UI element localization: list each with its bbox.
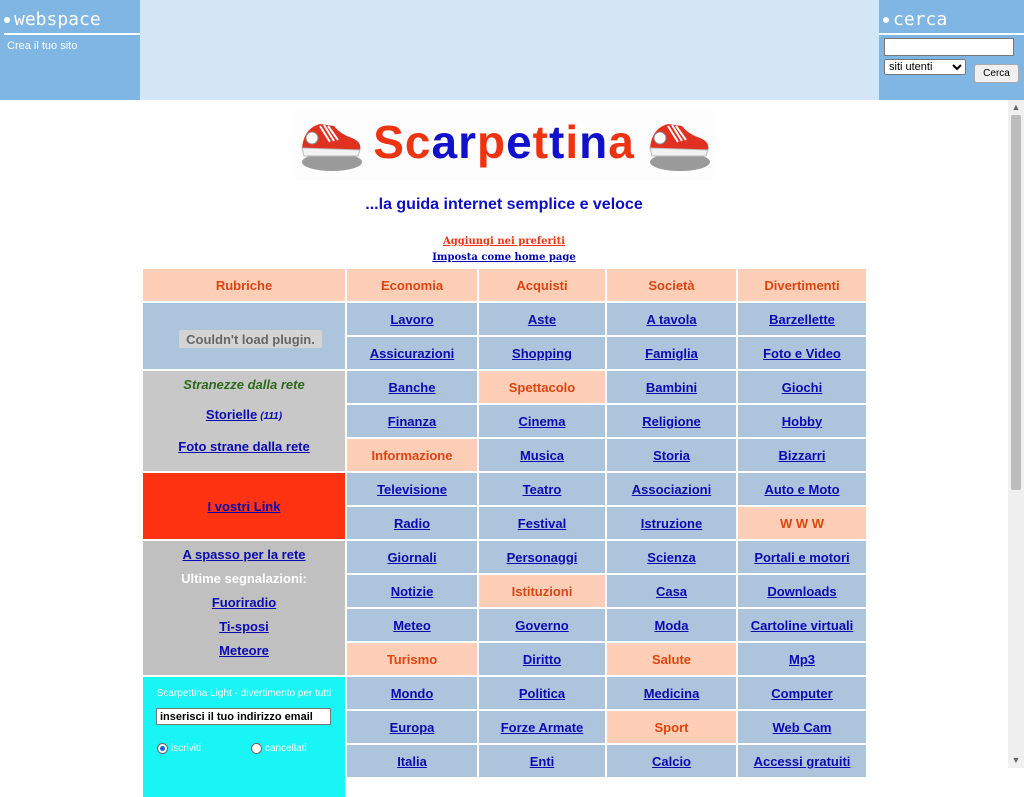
category-link[interactable]: Giornali [347, 541, 477, 573]
logo-letter: t [532, 116, 549, 168]
category-link[interactable]: Computer [738, 677, 866, 709]
category-link[interactable]: Hobby [738, 405, 866, 437]
category-link[interactable]: Assicurazioni [347, 337, 477, 369]
radio-selected-icon[interactable] [157, 743, 168, 754]
category-link[interactable]: Shopping [479, 337, 605, 369]
category-link[interactable]: A tavola [607, 303, 736, 335]
email-field[interactable] [156, 708, 331, 725]
search-input[interactable] [884, 38, 1014, 56]
scroll-thumb[interactable] [1011, 115, 1021, 490]
logo-letter: S [373, 116, 405, 168]
create-site-link[interactable]: Crea il tuo sito [7, 40, 78, 52]
top-banner [0, 0, 1024, 100]
category-link[interactable]: Associazioni [607, 473, 736, 505]
category-link[interactable]: Giochi [738, 371, 866, 403]
category-link[interactable]: Web Cam [738, 711, 866, 743]
plugin-box [143, 303, 345, 369]
unsubscribe-radio[interactable]: cancellati [251, 743, 307, 754]
category-link[interactable]: Personaggi [479, 541, 605, 573]
scrollbar[interactable] [1008, 100, 1024, 768]
category-link[interactable]: Festival [479, 507, 605, 539]
scroll-up-icon[interactable]: ▲ [1011, 102, 1021, 112]
category-link[interactable]: Portali e motori [738, 541, 866, 573]
storielle-row [143, 407, 345, 422]
spasso-link[interactable]: A spasso per la rete [182, 547, 306, 562]
webspace-panel [0, 0, 140, 100]
logo-letter: a [608, 116, 635, 168]
category-link[interactable]: Religione [607, 405, 736, 437]
category-link[interactable]: Storia [607, 439, 736, 471]
banner-area [140, 0, 879, 100]
category-link[interactable]: Bizzarri [738, 439, 866, 471]
category-link[interactable]: Governo [479, 609, 605, 641]
newsletter-box [143, 677, 345, 797]
category-link[interactable]: Scienza [607, 541, 736, 573]
vostri-link[interactable]: I vostri Link [207, 498, 281, 514]
category-link[interactable]: Meteo [347, 609, 477, 641]
storielle-link[interactable]: Storielle [205, 407, 258, 422]
stranezze-title: Stranezze dalla rete [183, 377, 305, 392]
tisposi-link[interactable]: Ti-sposi [219, 619, 269, 634]
foto-strane-link[interactable]: Foto strane dalla rete [178, 439, 310, 454]
bullet-icon [883, 17, 889, 23]
category-link[interactable]: Istruzione [607, 507, 736, 539]
sneaker-icon [642, 114, 714, 174]
category-link[interactable]: Mp3 [738, 643, 866, 675]
ultime-label: Ultime segnalazioni: [181, 571, 307, 586]
logo-letter: i [565, 116, 580, 168]
category-link[interactable]: Politica [479, 677, 605, 709]
newsletter-title: Scarpettina Light - divertimento per tutti [156, 688, 332, 699]
category-link[interactable]: Medicina [607, 677, 736, 709]
category-link[interactable]: Enti [479, 745, 605, 777]
logo-letter: p [476, 116, 507, 168]
column-header: Acquisti [479, 269, 605, 301]
category-section-header: W W W [738, 507, 866, 539]
meteore-link[interactable]: Meteore [219, 643, 269, 658]
spasso-box [143, 541, 345, 675]
search-panel [879, 0, 1024, 100]
radio-unselected-icon[interactable] [251, 743, 262, 754]
category-link[interactable]: Notizie [347, 575, 477, 607]
storielle-count: (111) [260, 411, 283, 422]
logo-text [369, 114, 639, 170]
set-homepage-link[interactable]: Imposta come home page [432, 252, 576, 263]
category-section-header: Spettacolo [479, 371, 605, 403]
search-title: cerca [883, 9, 947, 31]
bullet-icon [4, 17, 10, 23]
logo-letter: c [404, 116, 432, 168]
category-link[interactable]: Aste [479, 303, 605, 335]
category-link[interactable]: Radio [347, 507, 477, 539]
category-link[interactable]: Foto e Video [738, 337, 866, 369]
webspace-title: webspace [4, 9, 101, 31]
tagline: ...la guida internet semplice e veloce [365, 196, 643, 213]
plugin-error-message[interactable]: Couldn't load plugin. [179, 330, 322, 348]
category-link[interactable]: Casa [607, 575, 736, 607]
category-link[interactable]: Lavoro [347, 303, 477, 335]
category-section-header: Istituzioni [479, 575, 605, 607]
category-link[interactable]: Barzellette [738, 303, 866, 335]
category-link[interactable]: Banche [347, 371, 477, 403]
category-section-header: Salute [607, 643, 736, 675]
search-scope-select[interactable] [884, 59, 966, 75]
fuoriradio-link[interactable]: Fuoriradio [211, 595, 277, 610]
logo-letter: e [506, 116, 533, 168]
category-section-header: Informazione [347, 439, 477, 471]
category-link[interactable]: Moda [607, 609, 736, 641]
logo-letter: a [431, 116, 459, 168]
category-link[interactable]: Diritto [479, 643, 605, 675]
column-header: Economia [347, 269, 477, 301]
column-header: Società [607, 269, 736, 301]
add-favorites-link[interactable]: Aggiungi nei preferiti [442, 236, 566, 247]
divider [4, 33, 140, 35]
category-link[interactable]: Cinema [479, 405, 605, 437]
subscribe-radio[interactable]: iscriviti [157, 743, 201, 754]
scroll-down-icon[interactable]: ▼ [1011, 755, 1021, 765]
logo-letter: t [549, 116, 566, 168]
category-link[interactable]: Auto e Moto [738, 473, 866, 505]
divider [879, 33, 1024, 35]
category-link[interactable]: Europa [347, 711, 477, 743]
column-header: Divertimenti [738, 269, 866, 301]
search-button[interactable]: Cerca [974, 64, 1019, 83]
column-header: Rubriche [143, 269, 345, 301]
category-link[interactable]: Finanza [347, 405, 477, 437]
logo-letter: n [579, 116, 609, 168]
sneaker-icon [294, 114, 366, 174]
category-link[interactable]: Televisione [347, 473, 477, 505]
vostri-link-box [143, 473, 345, 539]
category-link[interactable]: Bambini [607, 371, 736, 403]
category-link[interactable]: Musica [479, 439, 605, 471]
category-section-header: Turismo [347, 643, 477, 675]
category-section-header: Sport [607, 711, 736, 743]
category-link[interactable]: Downloads [738, 575, 866, 607]
category-link[interactable]: Famiglia [607, 337, 736, 369]
category-link[interactable]: Mondo [347, 677, 477, 709]
category-link[interactable]: Teatro [479, 473, 605, 505]
category-link[interactable]: Cartoline virtuali [738, 609, 866, 641]
category-link[interactable]: Forze Armate [479, 711, 605, 743]
category-link[interactable]: Italia [347, 745, 477, 777]
logo-letter: r [458, 116, 477, 168]
site-logo[interactable] [292, 110, 716, 180]
stranezze-box [143, 371, 345, 471]
category-link[interactable]: Calcio [607, 745, 736, 777]
category-link[interactable]: Accessi gratuiti [738, 745, 866, 777]
